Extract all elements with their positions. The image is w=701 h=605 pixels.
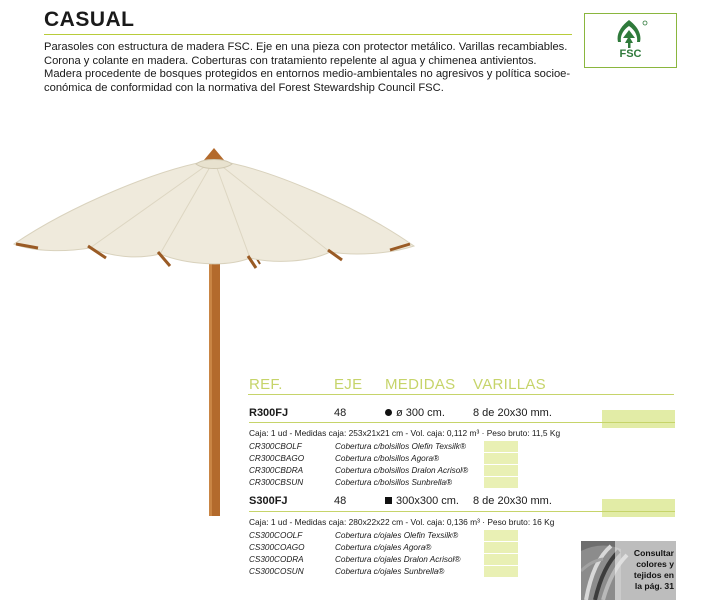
header-medidas: MEDIDAS <box>385 376 456 393</box>
option-swatch <box>484 465 518 476</box>
title-divider <box>44 34 572 35</box>
option-desc: Cobertura c/bolsillos Dralon Acrisol® <box>335 466 469 475</box>
option-desc: Cobertura c/ojales Sunbrella® <box>335 567 445 576</box>
consult-line: Consultar <box>633 548 674 558</box>
option-desc: Cobertura c/ojales Agora® <box>335 543 432 552</box>
page-title: CASUAL <box>44 8 135 31</box>
product-box-info: Caja: 1 ud - Medidas caja: 253x21x21 cm - Vol. caja: 0,112 m³ · Peso bruto: 11,5 Kg <box>249 428 561 438</box>
option-code: CS300COSUN <box>249 567 304 576</box>
consult-line: la pág. 31 <box>634 581 674 591</box>
product-varillas: 8 de 20x30 mm. <box>473 495 552 507</box>
product-box-info: Caja: 1 ud - Medidas caja: 280x22x22 cm - Vol. caja: 0,136 m³ · Peso bruto: 16 Kg <box>249 517 555 527</box>
option-desc: Cobertura c/ojales Olefin Texsilk® <box>335 531 459 540</box>
option-code: CS300COOLF <box>249 531 303 540</box>
medidas-value: 300x300 cm. <box>396 495 459 507</box>
description-line: Madera procedente de bosques protegidos en entornos medio-ambientales no agresivos y política socioe- <box>44 68 571 81</box>
option-swatch <box>484 441 518 452</box>
product-eje: 48 <box>334 407 347 419</box>
product-varillas: 8 de 20x30 mm. <box>473 407 552 419</box>
option-swatch <box>484 477 518 488</box>
product-row <box>249 495 288 507</box>
product-medidas <box>385 495 459 507</box>
header-eje: EJE <box>334 376 363 393</box>
row-divider <box>249 422 675 423</box>
consult-line: colores y <box>636 559 674 569</box>
option-code: CR300CBSUN <box>249 478 304 487</box>
square-icon <box>385 497 392 504</box>
option-swatch <box>484 566 518 577</box>
product-medidas <box>385 407 445 419</box>
product-eje: 48 <box>334 495 347 507</box>
fsc-logo <box>584 13 677 68</box>
option-desc: Cobertura c/bolsillos Sunbrella® <box>335 478 453 487</box>
product-row <box>249 407 288 419</box>
description-line: conómica de conformidad con la normativa del Forest Stewardship Council FSC. <box>44 81 444 94</box>
medidas-value: ø 300 cm. <box>396 407 445 419</box>
description-line: Corona y colante en madera. Coberturas con tratamiento repelente al agua y chimenea antivientos. <box>44 54 537 67</box>
option-code: CR300CBOLF <box>249 442 302 451</box>
option-swatch <box>484 530 518 541</box>
description-line: Parasoles con estructura de madera FSC. Eje en una pieza con protector metálico. Varillas recambiables. <box>44 41 568 53</box>
product-description <box>44 41 574 95</box>
option-desc: Cobertura c/bolsillos Olefin Texsilk® <box>335 442 466 451</box>
fsc-logo-text: FSC <box>619 48 642 60</box>
option-code: CR300CBAGO <box>249 454 305 463</box>
row-divider <box>249 511 675 512</box>
header-varillas: VARILLAS <box>473 376 546 393</box>
consult-note <box>612 548 674 592</box>
round-dot-icon <box>385 409 392 416</box>
product-code: S300FJ <box>249 495 288 507</box>
option-swatch <box>484 453 518 464</box>
color-swatch-bar <box>602 499 675 517</box>
option-desc: Cobertura c/bolsillos Agora® <box>335 454 440 463</box>
option-code: CS300CODRA <box>249 555 304 564</box>
product-code: R300FJ <box>249 407 289 419</box>
header-divider <box>248 394 674 395</box>
header-ref: REF. <box>249 376 283 393</box>
color-swatch-bar <box>602 410 675 428</box>
option-code: CS300COAGO <box>249 543 305 552</box>
option-desc: Cobertura c/ojales Dralon Acrisol® <box>335 555 461 564</box>
option-code: CR300CBDRA <box>249 466 304 475</box>
umbrella-canopy <box>14 160 414 264</box>
option-swatch <box>484 554 518 565</box>
fsc-tree-logo-icon <box>585 16 675 50</box>
consult-line: tejidos en <box>633 570 674 580</box>
option-swatch <box>484 542 518 553</box>
